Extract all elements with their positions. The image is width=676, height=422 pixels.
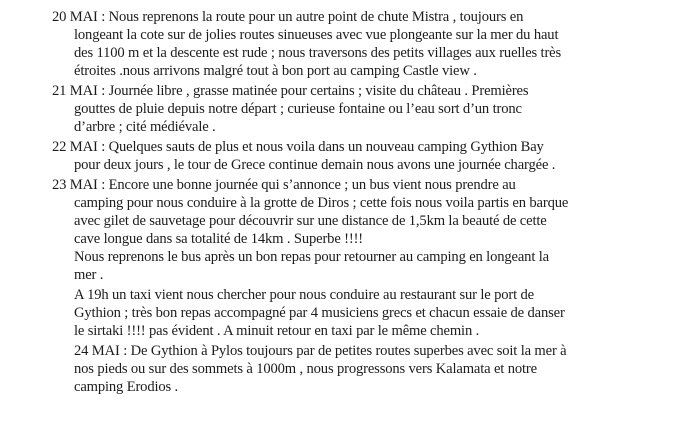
text-line: 23 MAI : Encore une bonne journée qui s’annonce ; un bus vient nous prendre au [52,177,516,193]
text-line: 21 MAI : Journée libre , grasse matinée pour certains ; visite du château . Premières [52,83,529,99]
text-line: camping pour nous conduire à la grotte de Diros ; cette fois nous voila partis en barque [74,195,569,211]
text-line: Gythion ; très bon repas accompagné par 4 musiciens grecs et chacun essaie de danser [74,305,565,321]
text-line: cave longue dans sa totalité de 14km . Superbe !!!! [74,231,363,247]
text-line: avec gilet de sauvetage pour découvrir sur une distance de 1,5km la beauté de cette [74,213,547,229]
text-line: nos pieds ou sur des sommets à 1000m , nous progressons vers Kalamata et notre [74,361,537,377]
text-line: mer . [74,267,104,283]
text-line: pour deux jours , le tour de Grece continue demain nous avons une journée chargée . [74,157,556,173]
text-line: d’arbre ; cité médiévale . [74,119,216,135]
text-line: 22 MAI : Quelques sauts de plus et nous voila dans un nouveau camping Gythion Bay [52,139,544,155]
text-line: des 1100 m et la descente est rude ; nous traversons des petits villages aux ruelles très [74,45,562,61]
text-line: 20 MAI : Nous reprenons la route pour un autre point de chute Mistra , toujours en [52,9,524,25]
text-line: A 19h un taxi vient nous chercher pour nous conduire au restaurant sur le port de [74,287,534,303]
text-line: Nous reprenons le bus après un bon repas pour retourner au camping en longeant la [74,249,549,265]
text-line: 24 MAI : De Gythion à Pylos toujours par de petites routes superbes avec soit la mer à [74,343,567,359]
text-line: gouttes de pluie depuis notre départ ; curieuse fontaine ou l’eau sort d’un tronc [74,101,522,117]
text-line: longeant la cote sur de jolies routes sinueuses avec vue plongeante sur la mer du haut [74,27,559,43]
text-line: étroites .nous arrivons malgré tout à bon port au camping Castle view . [74,63,477,79]
text-line: camping Erodios . [74,379,179,395]
text-line: le sirtaki !!!! pas évident . A minuit retour en taxi par le même chemin . [74,323,480,339]
